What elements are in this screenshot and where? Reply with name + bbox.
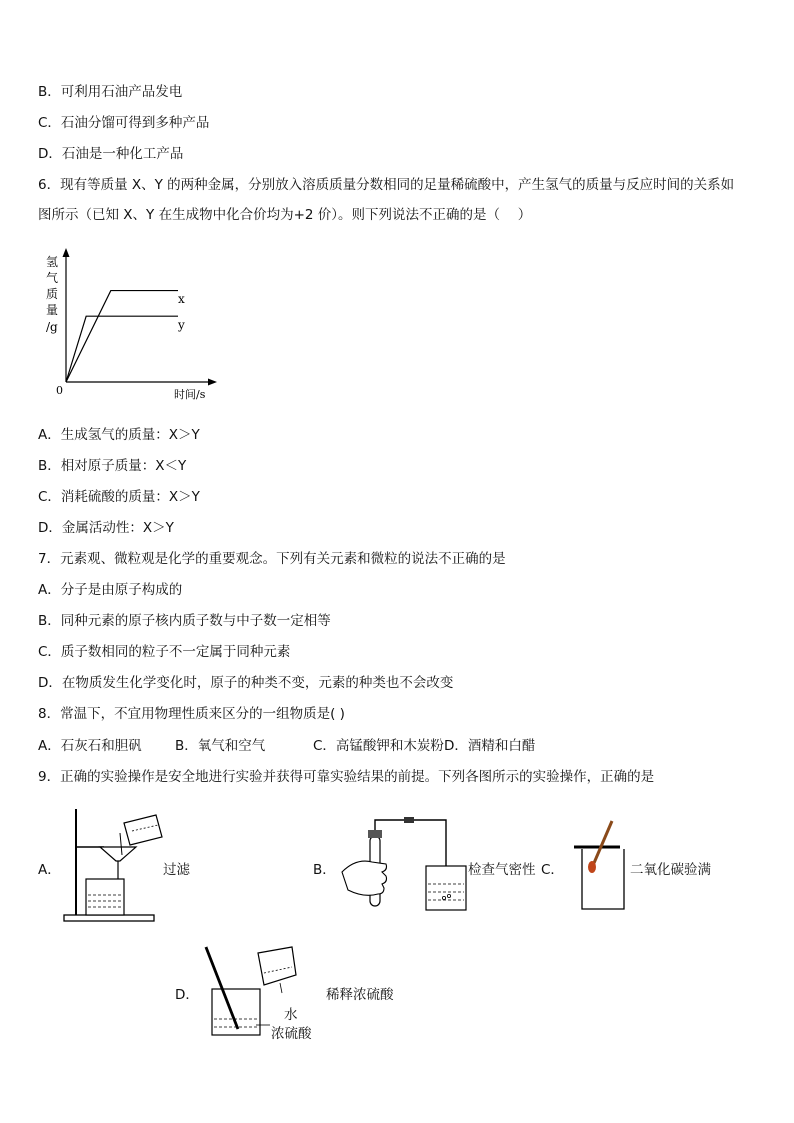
q6-hydrogen-chart (38, 248, 228, 408)
q5-option-c: C．石油分馏可得到多种产品 (38, 115, 210, 131)
q7-stem: 7．元素观、微粒观是化学的重要观念。下列有关元素和微粒的说法不正确的是 (38, 551, 506, 567)
co2-full-check-icon (572, 817, 632, 917)
q6-stem-line2: 图所示（已知 X、Y 在生成物中化合价均为+2 价）。则下列说法不正确的是（ ） (38, 207, 532, 223)
q6-xlabel: 时间/s (174, 388, 206, 401)
q9-d-water-label: 水 (284, 1007, 298, 1023)
q6-x-arrow (208, 379, 217, 386)
q8-option-b: B．氧气和空气 (175, 738, 266, 754)
q6-stem-line1: 6．现有等质量 X、Y 的两种金属，分别放入溶质质量分数相同的足量稀硫酸中，产生氢气的质量与反应时间的关系如 (38, 177, 735, 193)
q6-series-x-line (66, 291, 178, 382)
q6-y-arrow (63, 248, 70, 257)
q9-c-caption: 二氧化碳验满 (630, 862, 711, 878)
filtration-apparatus-icon (60, 805, 170, 925)
q5-option-d: D．石油是一种化工产品 (38, 146, 184, 162)
q6-option-b: B．相对原子质量：X＜Y (38, 458, 187, 474)
q8-stem: 8．常温下，不宜用物理性质来区分的一组物质是( ) (38, 706, 345, 722)
q8-option-c: C．高锰酸钾和木炭粉 (313, 738, 444, 754)
q6-option-d: D．金属活动性：X＞Y (38, 520, 174, 536)
q6-ylabel-char-5: /g (46, 320, 58, 334)
airtightness-check-icon (338, 812, 468, 922)
q7-option-d: D．在物质发生化学变化时，原子的种类不变，元素的种类也不会改变 (38, 675, 454, 691)
q6-ylabel-char-2: 气 (46, 271, 59, 285)
q6-ylabel-char-3: 质 (46, 287, 59, 301)
q6-series-y-line (66, 316, 178, 382)
q6-series-y-label: y (178, 318, 185, 332)
q9-stem: 9．正确的实验操作是安全地进行实验并获得可靠实验结果的前提。下列各图所示的实验操作，正确的是 (38, 769, 655, 785)
q8-options-row (38, 736, 535, 756)
q6-origin-label: 0 (56, 384, 63, 397)
q9-d-caption: 稀释浓硫酸 (326, 987, 394, 1003)
q9-d-letter: D． (175, 987, 199, 1003)
q6-option-a: A．生成氢气的质量：X＞Y (38, 427, 200, 443)
q6-option-c: C．消耗硫酸的质量：X＞Y (38, 489, 200, 505)
q8-option-d: D．酒精和白醋 (443, 738, 536, 754)
q9-b-letter: B． (313, 862, 336, 878)
q5-option-b: B．可利用石油产品发电 (38, 84, 183, 100)
q6-ylabel-char-1: 氢 (46, 255, 59, 269)
q8-option-a: A．石灰石和胆矾 (38, 738, 142, 754)
q9-b-caption: 检查气密性 (468, 862, 536, 878)
q7-option-b: B．同种元素的原子核内质子数与中子数一定相等 (38, 613, 331, 629)
q9-d-acid-label: 浓硫酸 (271, 1026, 312, 1042)
q9-c-letter: C． (541, 862, 564, 878)
q6-ylabel-char-4: 量 (46, 303, 59, 317)
q7-option-c: C．质子数相同的粒子不一定属于同种元素 (38, 644, 291, 660)
q6-series-x-label: x (178, 292, 185, 306)
q7-option-a: A．分子是由原子构成的 (38, 582, 183, 598)
q9-a-letter: A． (38, 862, 61, 878)
q9-a-caption: 过滤 (163, 862, 190, 878)
